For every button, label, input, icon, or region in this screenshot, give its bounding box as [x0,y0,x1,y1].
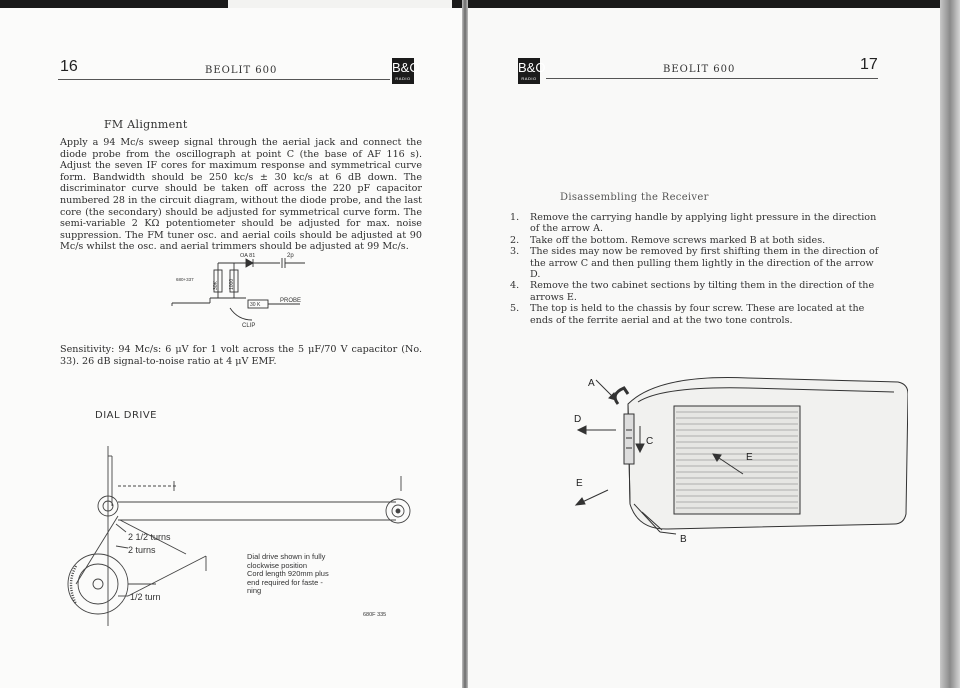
disassembling-heading: Disassembling the Receiver [560,192,709,203]
step-text: The top is held to the chassis by four screw. These are located at the ends of the ferrite aerial and at the two tone controls. [530,303,865,326]
figure-label-d: D [574,414,582,425]
book-right-edge [940,0,960,688]
circuit-label-r1: 30K [213,281,219,290]
left-page [0,8,462,688]
list-item [510,235,882,246]
list-item [510,212,882,235]
right-page [468,8,940,688]
circuit-label-r2: 30 K [250,302,261,308]
bang-olufsen-logo [392,58,420,84]
figure-label-b: B [680,534,687,545]
disassembly-steps-list [510,212,882,326]
step-number: 5. [510,303,520,315]
circuit-label-c1: 1000 [229,278,235,290]
circuit-label-clip: CLIP [242,323,256,329]
circuit-label-ref: 680+337 [176,277,194,282]
dial-drive-heading: DIAL DRIVE [95,410,157,421]
list-item [510,303,882,326]
scan-top-dark-band-right [452,0,940,8]
sensitivity-paragraph: Sensitivity: 94 Mc/s: 6 μV for 1 volt across the 5 μF/70 V capacitor (No. 33). 26 dB signal-to-noise ratio at 4 μV EMF. [60,344,422,367]
fm-alignment-paragraph: Apply a 94 Mc/s sweep signal through the aerial jack and connect the diode probe from the oscillograph at point C (the base of AF 116 s). Adjust the seven IF cores for maximum response and symmetrical curve form. Bandwidth should be 250 kc/s ± 30 kc/s at 6 dB down. The discriminator curve should be taken off across the 220 pF capacitor numbered 28 in the circuit diagram, without the diode probe, and the last core (the secondary) should be adjusted for symmetrical curve form. The semi-variable 2 KΩ potentiometer should be adjusted for max. noise suppression. The FM tuner osc. and aerial coils should be adjusted at 90 Mc/s whilst the osc. and aerial trimmers should be adjusted at 99 Mc/s. [60,137,422,253]
page-header-title: BEOLIT 600 [205,65,278,76]
page-header-title: BEOLIT 600 [663,64,736,75]
list-item [510,246,882,280]
list-item [510,280,882,303]
dial-label-turns-b: 2 turns [128,545,156,555]
circuit-label-probe: PROBE [280,298,302,304]
dial-drive-diagram [56,436,436,636]
logo-mark: B&O [518,60,546,75]
dial-note-line: ning [247,586,262,595]
circuit-label-diode: OA 81 [240,253,256,259]
step-text: Take off the bottom. Remove screws marked B at both sides. [530,234,826,246]
step-number: 2. [510,234,520,246]
radio-disassembly-illustration [568,364,908,554]
figure-label-a: A [588,378,595,389]
scan-top-dark-band-left [0,0,228,8]
figure-label-c: C [646,436,654,447]
dial-note-line: clockwise position [247,560,308,570]
figure-label-e: E [746,452,753,463]
logo-sub: RADIO [521,76,537,81]
header-rule [546,78,878,79]
bang-olufsen-logo [518,58,546,84]
step-text: The sides may now be removed by first shifting them in the direction of the arrow C and then pulling them lightly in the direction of the arrow D. [530,246,879,281]
dial-note-line: Dial drive shown in fully [247,552,326,561]
logo-mark: B&O [392,60,420,75]
dial-drive-note [247,553,329,596]
figure-label-e: E [576,478,583,489]
dial-note-line: Cord length 920mm plus [247,569,329,578]
step-number: 1. [510,212,520,223]
step-text: Remove the two cabinet sections by tilting them in the direction of the arrows E. [530,280,875,303]
logo-sub: RADIO [395,76,411,81]
header-rule [58,79,390,80]
step-number: 4. [510,280,520,292]
circuit-label-cap: 2p [287,253,294,259]
probe-circuit-diagram [160,248,335,330]
fm-alignment-heading: FM Alignment [104,118,188,131]
dial-label-turns-c: 1/2 turn [130,592,161,602]
dial-note-line: end required for faste - [247,577,323,587]
page-number: 17 [860,56,878,73]
page-number: 16 [60,58,78,75]
dial-drive-ref: 680F 335 [363,612,387,618]
dial-label-turns-a: 2 1/2 turns [128,532,171,542]
step-text: Remove the carrying handle by applying light pressure in the direction of the arrow A. [530,212,877,235]
step-number: 3. [510,246,520,258]
